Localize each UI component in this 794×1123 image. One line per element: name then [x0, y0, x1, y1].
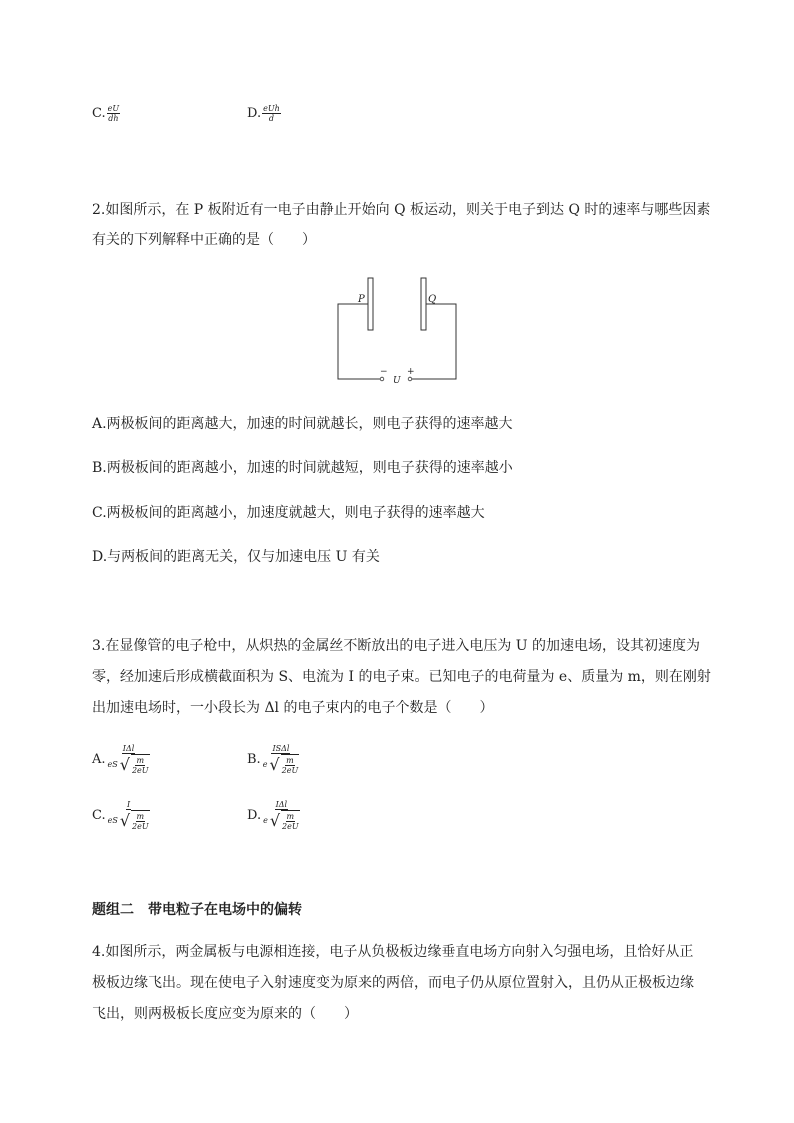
q1-option-c [92, 104, 120, 123]
q3-option-d [247, 800, 301, 831]
denominator [107, 810, 151, 831]
denominator [262, 754, 301, 775]
q2-stem-line1: 2.如图所示，在 P 板附近有一电子由静止开始向 Q 板运动，则关于电子到达 Q 时的速率与哪些因素 [92, 202, 711, 218]
q4-stem-line3: 飞出，则两极板长度应变为原来的（ ） [92, 1006, 358, 1022]
q3-stem-line3: 出加速电场时，一小段长为 Δl 的电子束内的电子个数是（ ） [92, 700, 494, 716]
q3-option-b [247, 744, 300, 775]
q2-stem-line2: 有关的下列解释中正确的是（ ） [92, 232, 316, 248]
q2-option-d: D.与两板间的距离无关，仅与加速电压 U 有关 [92, 549, 380, 565]
numerator: eU [107, 104, 120, 113]
radical-sign: √ [119, 810, 131, 830]
q3-option-a-fraction [107, 744, 151, 775]
terminal-negative [380, 377, 384, 381]
q3-stem-line2: 零，经加速后形成横截面积为 S、电流为 I 的电子束。已知电子的电荷量为 e、质量为 m，则在刚射 [92, 669, 711, 685]
q2-option-a: A.两极板间的距离越大，加速的时间就越长，则电子获得的速率越大 [92, 416, 513, 432]
option-label: C. [92, 808, 106, 823]
denominator-text: eS [107, 760, 118, 769]
sqrt [120, 810, 150, 831]
root-numerator: m [136, 756, 145, 765]
q3-option-c [92, 800, 151, 831]
q3-option-d-fraction [262, 800, 301, 831]
root-denominator: 2eU [132, 822, 149, 831]
radical-sign: √ [269, 754, 280, 774]
numerator: eUh [263, 104, 280, 113]
label-plus: + [407, 367, 415, 377]
q2-circuit-figure [330, 272, 470, 387]
root-denominator: 2eU [282, 822, 299, 831]
denominator-text: eS [107, 816, 118, 825]
radical-sign: √ [269, 810, 281, 830]
numerator: IΔl [275, 800, 288, 809]
numerator: ISΔl [272, 744, 290, 753]
root-numerator: m [286, 756, 294, 765]
denominator: d [268, 114, 274, 123]
denominator-text: e [262, 760, 268, 769]
sqrt [120, 754, 150, 775]
q1-option-d-fraction [262, 104, 281, 123]
numerator: IΔl [122, 744, 135, 753]
section-heading: 题组二 带电粒子在电场中的偏转 [92, 902, 302, 918]
terminal-positive [408, 377, 412, 381]
option-label: A. [92, 752, 106, 767]
q3-option-c-fraction [107, 800, 151, 831]
sqrt [269, 754, 299, 775]
q1-option-d [247, 104, 281, 123]
root-denominator: 2eU [131, 766, 149, 775]
numerator: I [127, 800, 131, 809]
label-p: P [358, 294, 365, 305]
denominator [107, 754, 151, 775]
option-label: C. [92, 106, 106, 121]
plate-q [421, 278, 426, 330]
wire-right [412, 304, 456, 379]
option-label: B. [247, 752, 261, 767]
radical-sign: √ [119, 754, 130, 774]
root-denominator: 2eU [281, 766, 299, 775]
q1-option-c-fraction [107, 104, 120, 123]
plate-p [368, 278, 373, 330]
q2-option-b: B.两极板间的距离越小，加速的时间就越短，则电子获得的速率越小 [92, 460, 513, 476]
label-q: Q [428, 294, 437, 305]
denominator-text: e [263, 816, 268, 825]
q3-stem-line1: 3.在显像管的电子枪中，从炽热的金属丝不断放出的电子进入电压为 U 的加速电场，设其初速度为 [92, 638, 701, 654]
root-numerator: m [136, 812, 145, 821]
q3-option-a [92, 744, 151, 775]
q4-stem-line2: 极板边缘飞出。现在使电子入射速度变为原来的两倍，而电子仍从原位置射入，且仍从正极板边缘 [92, 975, 694, 991]
q3-option-b-fraction [262, 744, 301, 775]
denominator [262, 810, 301, 831]
wire-left [338, 304, 380, 379]
option-label: D. [247, 106, 262, 121]
label-minus: − [380, 367, 388, 377]
sqrt [270, 810, 300, 831]
root-numerator: m [286, 812, 295, 821]
q4-stem-line1: 4.如图所示，两金属板与电源相连接，电子从负极板边缘垂直电场方向射入匀强电场，且恰好从正 [92, 944, 694, 960]
label-u: U [393, 376, 401, 386]
q2-option-c: C.两极板间的距离越小，加速度就越大，则电子获得的速率越大 [92, 505, 485, 521]
denominator: dh [108, 114, 119, 123]
option-label: D. [247, 808, 262, 823]
